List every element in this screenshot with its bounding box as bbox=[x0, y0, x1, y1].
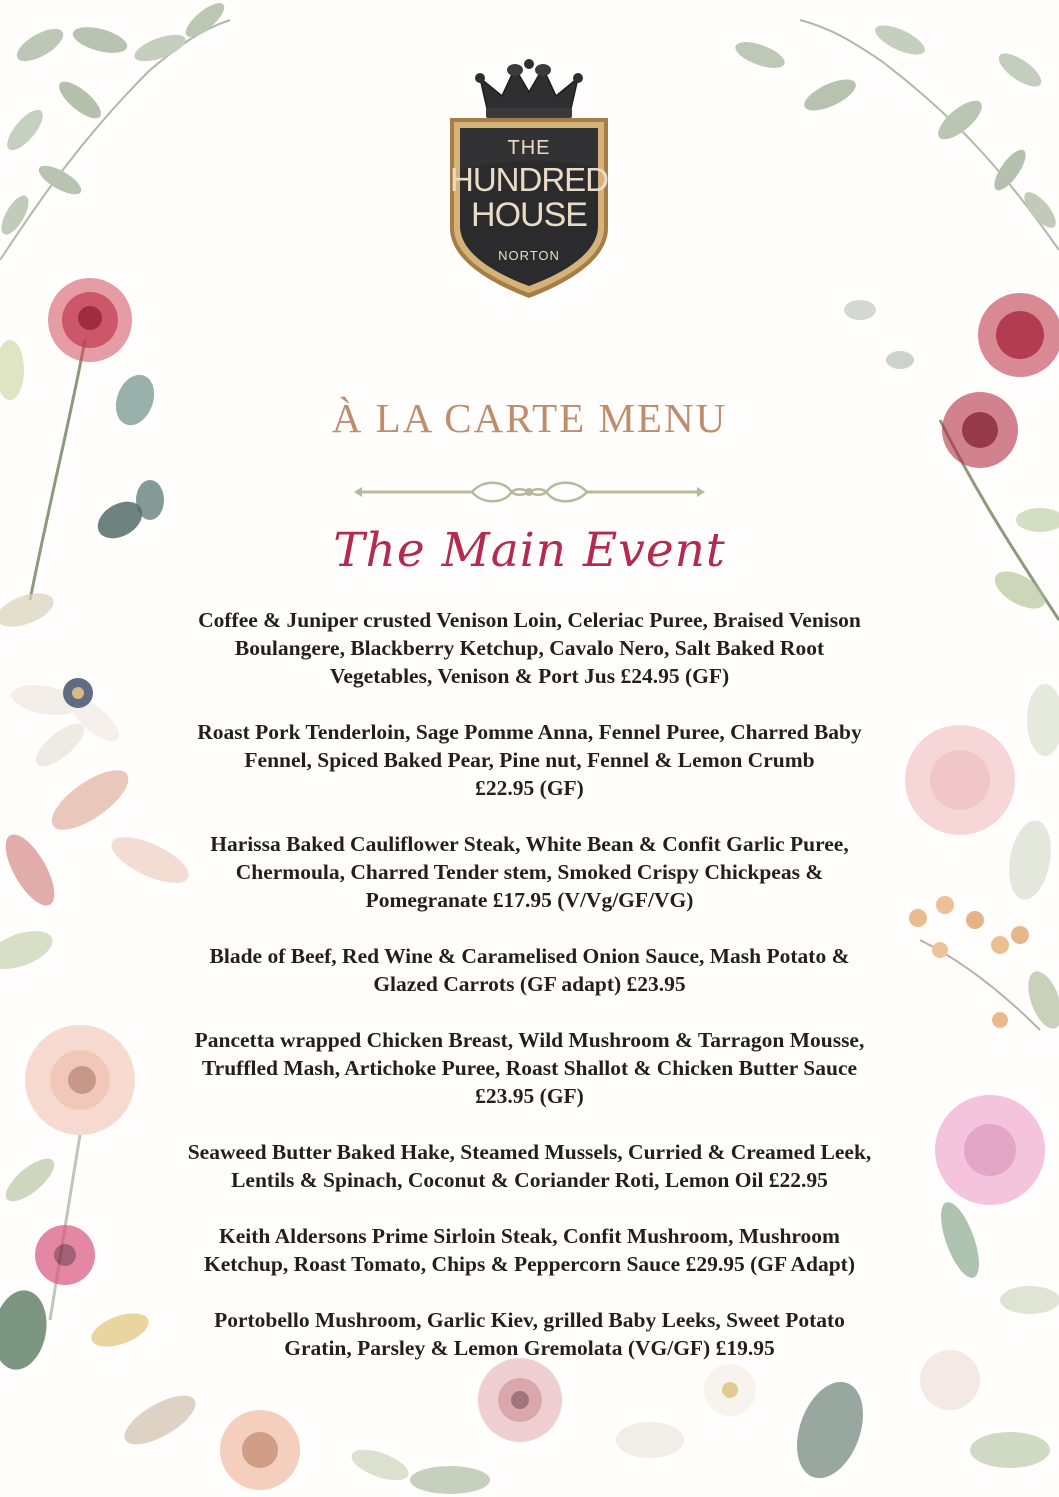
menu-item-line: Harissa Baked Cauliflower Steak, White Bean & Confit Garlic Puree, bbox=[210, 832, 849, 856]
menu-item-line: Gratin, Parsley & Lemon Gremolata (VG/GF) £19.95 bbox=[284, 1336, 775, 1360]
menu-item-line: Glazed Carrots (GF adapt) £23.95 bbox=[373, 972, 686, 996]
menu-item bbox=[110, 1026, 949, 1110]
section-title: The Main Event bbox=[333, 523, 726, 578]
menu-item-line: Boulangere, Blackberry Ketchup, Cavalo Nero, Salt Baked Root bbox=[234, 636, 825, 660]
menu-item-line: Portobello Mushroom, Garlic Kiev, grilled Baby Leeks, Sweet Potato bbox=[214, 1308, 845, 1332]
menu-item-line: Coffee & Juniper crusted Venison Loin, Celeriac Puree, Braised Venison bbox=[198, 608, 861, 632]
left-red-flower bbox=[0, 278, 164, 633]
menu-item bbox=[110, 718, 949, 802]
ornamental-divider-icon bbox=[352, 478, 707, 506]
menu-item-line: Fennel, Spiced Baked Pear, Pine nut, Fennel & Lemon Crumb bbox=[244, 748, 815, 772]
menu-item-line: Ketchup, Roast Tomato, Chips & Peppercorn Sauce £29.95 (GF Adapt) bbox=[203, 1252, 855, 1276]
menu-item-line: Chermoula, Charred Tender stem, Smoked Crispy Chickpeas & bbox=[235, 860, 824, 884]
menu-item-line: Vegetables, Venison & Port Jus £24.95 (GF) bbox=[329, 664, 730, 688]
hundred-house-logo bbox=[440, 58, 618, 302]
logo-the-text: THE bbox=[507, 137, 551, 159]
top-right-leaves bbox=[732, 20, 1059, 250]
menu-item-line: Keith Aldersons Prime Sirloin Steak, Confit Mushroom, Mushroom bbox=[219, 1224, 840, 1248]
menu-item bbox=[110, 830, 949, 914]
menu-item-line: Pomegranate £17.95 (V/Vg/GF/VG) bbox=[365, 888, 694, 912]
top-left-leaves bbox=[0, 0, 230, 260]
menu-item bbox=[110, 942, 949, 998]
logo-hundred-text: HUNDRED bbox=[450, 161, 608, 198]
menu-item-line: Pancetta wrapped Chicken Breast, Wild Mushroom & Tarragon Mousse, bbox=[194, 1028, 865, 1052]
menu-item bbox=[110, 1138, 949, 1194]
menu-item-line: £22.95 (GF) bbox=[475, 776, 584, 800]
logo-house-text: HOUSE bbox=[471, 196, 587, 234]
menu-item bbox=[110, 606, 949, 690]
menu-item bbox=[110, 1222, 949, 1278]
bottom-florals bbox=[117, 1358, 875, 1494]
menu-item-line: Seaweed Butter Baked Hake, Steamed Mussels, Curried & Creamed Leek, bbox=[187, 1140, 872, 1164]
menu-item-line: Roast Pork Tenderloin, Sage Pomme Anna, Fennel Puree, Charred Baby bbox=[197, 720, 862, 744]
logo-location-text: NORTON bbox=[498, 248, 560, 263]
menu-item-line: Truffled Mash, Artichoke Puree, Roast Shallot & Chicken Butter Sauce bbox=[201, 1056, 858, 1080]
menu-item bbox=[110, 1306, 949, 1362]
menu-title: À LA CARTE MENU bbox=[331, 395, 728, 441]
menu-item-line: £23.95 (GF) bbox=[475, 1084, 584, 1108]
menu-item-line: Lentils & Spinach, Coconut & Coriander Roti, Lemon Oil £22.95 bbox=[231, 1168, 828, 1192]
left-daisy bbox=[9, 678, 126, 773]
menu-item-line: Blade of Beef, Red Wine & Caramelised Onion Sauce, Mash Potato & bbox=[209, 944, 850, 968]
